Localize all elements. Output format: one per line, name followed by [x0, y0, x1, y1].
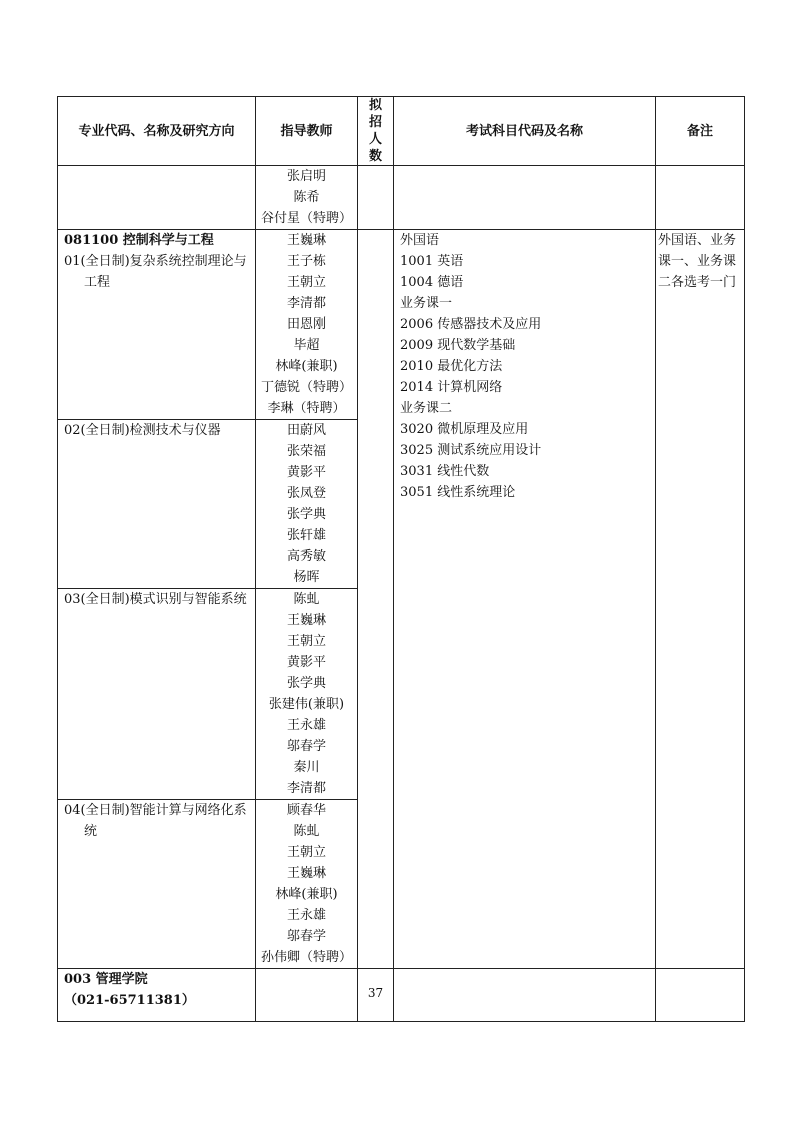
cont-exam-cell: [394, 166, 656, 230]
cont-remark-cell: [656, 166, 745, 230]
direction-name: 02(全日制)检测技术与仪器: [64, 423, 221, 438]
header-quota-text: 拟招人数: [368, 98, 382, 164]
school-cell: [58, 969, 256, 1022]
advisor: 黄影平: [286, 465, 326, 480]
advisor: 邬春学: [286, 739, 326, 754]
advisor: 林峰(兼职): [275, 359, 338, 374]
direction-02-advisors: [256, 420, 358, 589]
exam-item: 3031 线性代数: [400, 464, 490, 479]
exam-item: 3020 微机原理及应用: [400, 422, 529, 437]
advisor: 田蔚风: [286, 423, 326, 438]
advisor: 张启明: [286, 169, 326, 184]
advisor: 林峰(兼职): [275, 887, 338, 902]
school-phone: （021-65711381）: [64, 993, 195, 1008]
advisor: 王巍琳: [286, 866, 326, 881]
advisor: 黄影平: [286, 655, 326, 670]
advisor: 张学典: [286, 507, 326, 522]
exam-item: 2010 最优化方法: [400, 359, 503, 374]
school-exam-cell: [394, 969, 656, 1022]
advisor: 丁德锐（特聘）: [260, 380, 352, 395]
header-row: [58, 97, 745, 166]
advisor: 邬春学: [286, 929, 326, 944]
advisor: 顾春华: [286, 803, 326, 818]
advisor: 毕超: [293, 338, 320, 353]
advisor: 杨晖: [293, 570, 320, 585]
advisor: 李琳（特聘）: [267, 401, 346, 416]
cont-advisors-cell: [256, 166, 358, 230]
advisor: 张建伟(兼职): [268, 697, 345, 712]
advisor: 王巍琳: [286, 233, 326, 248]
cont-quota-cell: [358, 166, 394, 230]
advisor: 王永雄: [286, 718, 326, 733]
advisor: 张荣福: [286, 444, 326, 459]
major-exam-cell: [394, 230, 656, 969]
direction-01-advisors: [256, 230, 358, 420]
exam-item: 业务课一: [400, 296, 453, 311]
advisor: 李清都: [286, 781, 326, 796]
header-quota: [358, 97, 394, 166]
header-advisor: 指导教师: [256, 97, 358, 166]
header-exam: 考试科目代码及名称: [394, 97, 656, 166]
advisor: 张凤登: [286, 486, 326, 501]
header-major: 专业代码、名称及研究方向: [58, 97, 256, 166]
school-quota-cell: [358, 969, 394, 1022]
exam-item: 2014 计算机网络: [400, 380, 503, 395]
direction-03-advisors: [256, 589, 358, 800]
direction-name: 01(全日制)复杂系统控制理论与工程: [64, 254, 247, 290]
exam-item: 3025 测试系统应用设计: [400, 443, 542, 458]
advisor: 张轩雄: [286, 528, 326, 543]
admission-table: [57, 96, 745, 1022]
advisor: 陈虬: [293, 824, 320, 839]
exam-item: 2009 现代数学基础: [400, 338, 516, 353]
cont-major-cell: [58, 166, 256, 230]
direction-04-cell: [58, 800, 256, 969]
exam-item: 业务课二: [400, 401, 453, 416]
advisor: 李清都: [286, 296, 326, 311]
advisor: 陈希: [293, 190, 320, 205]
table-row-direction-01: [58, 230, 745, 420]
advisor: 秦川: [293, 760, 320, 775]
advisor: 王巍琳: [286, 613, 326, 628]
major-remark-cell: [656, 230, 745, 969]
table-row-school-003: [58, 969, 745, 1022]
school-name: 003 管理学院: [64, 972, 148, 987]
advisor: 谷付星（特聘）: [260, 211, 352, 226]
advisor: 王子栋: [286, 254, 326, 269]
direction-02-cell: [58, 420, 256, 589]
direction-name: 04(全日制)智能计算与网络化系统: [64, 803, 247, 839]
school-quota: 37: [367, 986, 384, 1000]
advisor: 陈虬: [293, 592, 320, 607]
exam-item: 外国语: [400, 233, 440, 248]
major-quota-cell: [358, 230, 394, 969]
advisor: 田恩刚: [286, 317, 326, 332]
advisor: 王朝立: [286, 275, 326, 290]
exam-item: 3051 线性系统理论: [400, 485, 516, 500]
header-remark: 备注: [656, 97, 745, 166]
school-advisor-cell: [256, 969, 358, 1022]
direction-04-advisors: [256, 800, 358, 969]
direction-03-cell: [58, 589, 256, 800]
advisor: 张学典: [286, 676, 326, 691]
advisor: 高秀敏: [286, 549, 326, 564]
exam-item: 1001 英语: [400, 254, 464, 269]
advisor: 王朝立: [286, 845, 326, 860]
school-remark-cell: [656, 969, 745, 1022]
table-row-continued: [58, 166, 745, 230]
remark-line: 课一、业务课: [658, 254, 737, 269]
exam-item: 1004 德语: [400, 275, 464, 290]
remark-line: 外国语、业务: [658, 233, 737, 248]
advisor: 王朝立: [286, 634, 326, 649]
advisor: 王永雄: [286, 908, 326, 923]
advisor: 孙伟卿（特聘）: [260, 950, 352, 965]
major-title: 081100 控制科学与工程: [64, 233, 214, 248]
direction-01-cell: [58, 230, 256, 420]
exam-item: 2006 传感器技术及应用: [400, 317, 542, 332]
direction-name: 03(全日制)模式识别与智能系统: [64, 592, 247, 607]
remark-line: 二各选考一门: [658, 275, 737, 290]
